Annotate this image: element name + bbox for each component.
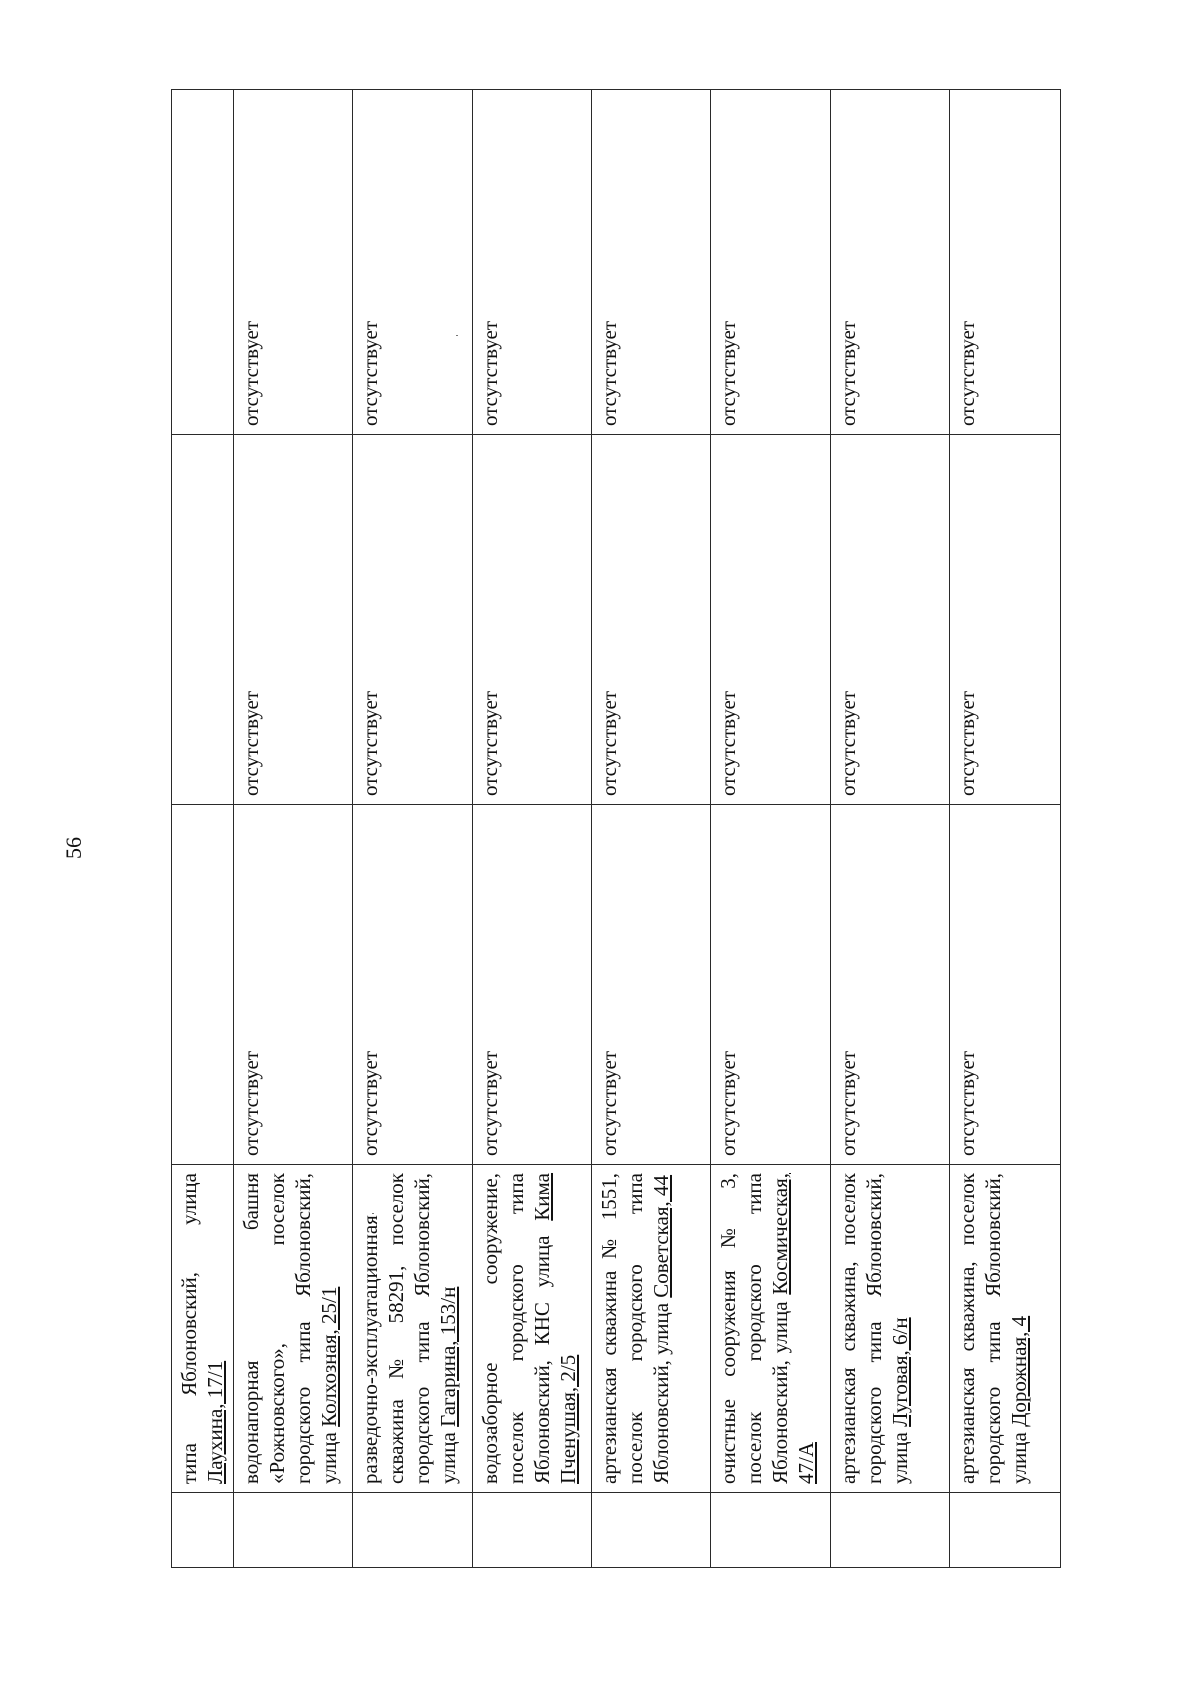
status-cell-3: отсутствует [830,90,949,435]
status-cell-3: отсутствует [234,90,353,435]
status-cell-2: отсутствует [830,435,949,805]
table-row [949,90,1060,1568]
status-cell-3: отсутствует [591,90,710,435]
status-cell-2: отсутствует [711,435,830,805]
object-address-street: Советская, 44 [648,1174,673,1298]
row-number-cell [353,1493,472,1568]
document-table-rotated [171,90,1061,1568]
document-table [171,89,1061,1568]
object-address-cell [591,1165,710,1493]
table-row [234,90,353,1568]
object-address-street: Космическая, 47/А [768,1173,819,1484]
object-address-street: Гагарина, 153/н [436,1286,461,1427]
status-cell-1 [172,805,234,1165]
object-address-street: Дорожная, 4 [1006,1315,1031,1427]
object-address-text: артезианская скважина, поселок городского типа Яблоновский, улица [954,1173,1031,1484]
status-cell-3 [172,90,234,435]
table-row [353,90,472,1568]
table-row [472,90,591,1568]
status-cell-1: отсутствует [949,805,1060,1165]
page-number: 56 [61,837,86,859]
object-address-text: очистные сооружения № 3, поселок городского типа Яблоновский, улица [716,1173,793,1484]
row-number-cell [172,1493,234,1568]
row-number-cell [472,1493,591,1568]
table-row [830,90,949,1568]
table-row [591,90,710,1568]
row-number-cell [591,1493,710,1568]
status-cell-3: отсутствует [472,90,591,435]
object-address-text: водонапорная башня «Рожновского», поселок городского типа Яблоновский, улица [239,1173,342,1484]
object-address-text: разведочно-эксплуатационная скважина № 58291, поселок городского типа Яблоновский, улица [358,1173,461,1484]
object-address-cell [234,1165,353,1493]
status-cell-2: отсутствует [949,435,1060,805]
object-address-street: Луговая, 6/н [887,1317,912,1427]
object-address-cell [830,1165,949,1493]
object-address-cell [172,1165,234,1493]
status-cell-3: отсутствует [353,90,472,435]
row-number-cell [711,1493,830,1568]
object-address-street: Кима Пченушая, 2/5 [529,1172,580,1484]
status-cell-1: отсутствует [591,805,710,1165]
status-cell-1: отсутствует [234,805,353,1165]
object-address-street: Колхозная, 25/1 [317,1286,342,1427]
object-address-text: водозаборное сооружение, поселок городского типа Яблоновский, КНС улица [477,1173,554,1484]
object-address-cell [949,1165,1060,1493]
status-cell-3: отсутствует [949,90,1060,435]
row-number-cell [234,1493,353,1568]
object-address-cell [711,1165,830,1493]
status-cell-1: отсутствует [830,805,949,1165]
object-address-text: артезианская скважина, поселок городского типа Яблоновский, улица [835,1173,912,1484]
row-number-cell [949,1493,1060,1568]
scan-speck [372,1213,374,1214]
status-cell-3: отсутствует [711,90,830,435]
status-cell-1: отсутствует [711,805,830,1165]
status-cell-2: отсутствует [353,435,472,805]
status-cell-2: отсутствует [472,435,591,805]
table-row [711,90,830,1568]
status-cell-1: отсутствует [353,805,472,1165]
object-address-cell [472,1165,591,1493]
table-row [172,90,234,1568]
object-address-text: артезианская скважина № 1551, поселок городского типа Яблоновский, улица [596,1173,673,1484]
status-cell-2: отсутствует [591,435,710,805]
status-cell-1: отсутствует [472,805,591,1165]
status-cell-2 [172,435,234,805]
table-body [172,90,1061,1568]
row-number-cell [830,1493,949,1568]
object-address-street: Лаухина, 17/1 [203,1360,227,1484]
status-cell-2: отсутствует [234,435,353,805]
object-address-cell [353,1165,472,1493]
object-address-text: типа Яблоновский, улица [177,1173,201,1484]
scan-speck [456,335,458,336]
